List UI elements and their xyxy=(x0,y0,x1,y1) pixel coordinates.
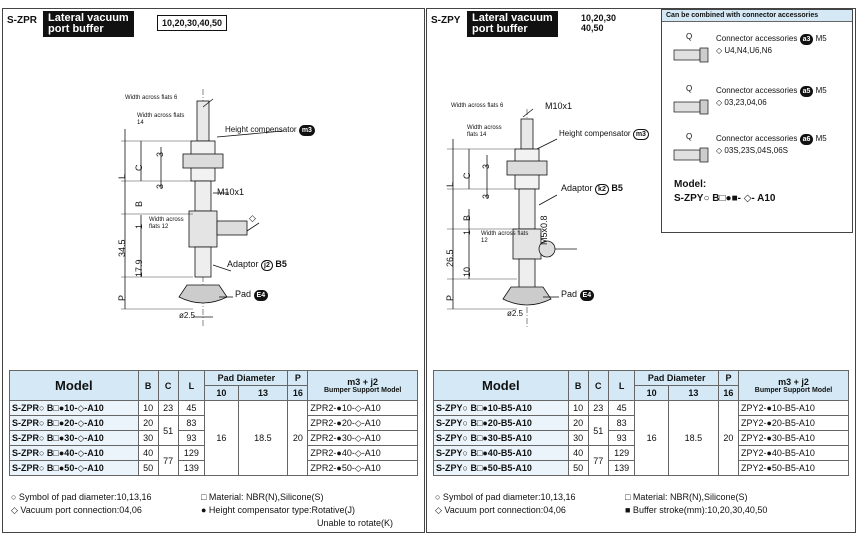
right-pad-text: Pad xyxy=(561,289,578,299)
left-port-symbol: ◇ xyxy=(249,213,256,223)
left-legend xyxy=(11,491,421,531)
left-row4-model: S-ZPR○ B□●50-◇-A10 xyxy=(10,461,139,476)
right-th-bumper-code: m3 + j2 xyxy=(778,377,809,387)
right-row2-l: 93 xyxy=(608,431,635,446)
left-c-bot: 77 xyxy=(158,446,178,476)
connector-a6-title xyxy=(716,134,827,145)
right-p10: 16 xyxy=(635,401,668,476)
left-row0-l: 45 xyxy=(178,401,205,416)
right-diameter-label: ø2.5 xyxy=(507,309,524,318)
left-row3-model: S-ZPR○ B□●40-◇-A10 xyxy=(10,446,139,461)
left-th-pad: Pad Diameter xyxy=(205,371,288,386)
right-row3-l: 129 xyxy=(608,446,635,461)
left-dim-179: 17.9 xyxy=(134,259,144,277)
right-row4-b: 50 xyxy=(568,461,588,476)
right-dim-L: L xyxy=(445,181,455,187)
right-c-bot: 77 xyxy=(588,446,608,476)
left-dim-345: 34.5 xyxy=(117,239,127,257)
left-row1-bumper: ZPR2-●20-◇-A10 xyxy=(308,416,418,431)
right-row1-model: S-ZPY○ B□●20-B5-A10 xyxy=(434,416,569,431)
left-spec-table xyxy=(9,370,418,476)
right-dim-3b: 3 xyxy=(481,193,491,199)
left-height-comp-label xyxy=(225,125,315,136)
right-legend-pad: ○ Symbol of pad diameter:10,13,16 xyxy=(435,492,576,502)
left-pad-text: Pad xyxy=(235,289,252,299)
left-th-model: Model xyxy=(10,371,139,401)
left-title-line1: Lateral vacuum xyxy=(48,12,129,24)
left-hex12-label: Width across flats 12 xyxy=(149,217,184,230)
left-row4-b: 50 xyxy=(138,461,158,476)
right-dim-1: 1 xyxy=(462,229,472,235)
left-dim-C: C xyxy=(134,164,144,171)
left-legend-height: ● Height compensator type:Rotative(J) xyxy=(201,505,356,515)
left-row3-bumper: ZPR2-●40-◇-A10 xyxy=(308,446,418,461)
right-th-b: B xyxy=(568,371,588,401)
right-row3-bumper: ZPY2-●40-B5-A10 xyxy=(738,446,848,461)
left-thread-label: M10x1 xyxy=(217,187,245,197)
right-adaptor-code: k2 xyxy=(595,184,609,195)
right-hex12-label: Width across flats 12 xyxy=(481,231,529,244)
right-row3-b: 40 xyxy=(568,446,588,461)
connector-a3-options: ◇ U4,N4,U6,N6 xyxy=(716,46,772,55)
right-row2-model: S-ZPY○ B□●30-B5-A10 xyxy=(434,431,569,446)
connector-a6-options: ◇ 03S,23S,04S,06S xyxy=(716,146,788,155)
right-title-line1: Lateral vacuum xyxy=(472,12,553,24)
connector-a6-q: Q xyxy=(686,132,693,141)
right-row0-bumper: ZPY2-●10-B5-A10 xyxy=(738,401,848,416)
connector-accessories-box xyxy=(661,9,853,233)
right-legend-material: □ Material: NBR(N),Silicone(S) xyxy=(625,492,748,502)
left-th-bumper xyxy=(308,371,418,401)
left-row2-bumper: ZPR2-●30-◇-A10 xyxy=(308,431,418,446)
right-sizes-line2: 40,50 xyxy=(581,23,604,33)
connector-a5-code: a5 xyxy=(800,86,814,97)
right-dim-B: B xyxy=(462,214,472,221)
left-diameter-label: ø2.5 xyxy=(179,311,196,320)
left-p16: 20 xyxy=(288,401,308,476)
order-model-label: Model: xyxy=(674,179,707,190)
connector-a6-label: Connector accessories xyxy=(716,134,798,143)
left-row2-b: 30 xyxy=(138,431,158,446)
right-row3-model: S-ZPY○ B□●40-B5-A10 xyxy=(434,446,569,461)
right-row0-model: S-ZPY○ B□●10-B5-A10 xyxy=(434,401,569,416)
left-dim-L: L xyxy=(117,173,127,179)
connector-a6-icon xyxy=(670,140,714,180)
left-dim-1: 1 xyxy=(134,223,144,229)
connector-box-header: Can be combined with connector accessories xyxy=(662,10,852,22)
order-model-code: S-ZPY○ B□●■- ◇- A10 xyxy=(674,193,776,204)
left-product-code: S-ZPR xyxy=(7,15,37,26)
left-product-panel xyxy=(2,8,425,533)
connector-a3 xyxy=(670,32,850,82)
left-adaptor-b: B5 xyxy=(275,259,287,269)
left-adaptor-label xyxy=(227,259,287,271)
right-dim-3a: 3 xyxy=(481,163,491,169)
left-th-b: B xyxy=(138,371,158,401)
table-row xyxy=(434,401,849,416)
right-row2-b: 30 xyxy=(568,431,588,446)
right-sizes-line1: 10,20,30 xyxy=(581,13,617,23)
right-row0-l: 45 xyxy=(608,401,635,416)
connector-a5-title xyxy=(716,86,827,97)
connector-a5-icon xyxy=(670,92,714,132)
right-c-top: 51 xyxy=(588,416,608,446)
right-p13: 18.5 xyxy=(668,401,718,476)
right-row1-b: 20 xyxy=(568,416,588,431)
connector-a5-label: Connector accessories xyxy=(716,86,798,95)
right-m5-label: M5x0.8 xyxy=(539,215,549,245)
right-adaptor-text: Adaptor xyxy=(561,183,593,193)
left-row1-model: S-ZPR○ B□●20-◇-A10 xyxy=(10,416,139,431)
right-th-l: L xyxy=(608,371,635,401)
left-pad-code: E4 xyxy=(254,290,269,301)
left-dim-3a: 3 xyxy=(155,151,165,157)
left-dim-P: P xyxy=(117,294,127,301)
right-legend-stroke: ■ Buffer stroke(mm):10,20,30,40,50 xyxy=(625,505,768,515)
left-row1-b: 20 xyxy=(138,416,158,431)
right-adaptor-label xyxy=(561,183,623,195)
right-dim-265: 26.5 xyxy=(445,249,455,267)
right-height-comp-label xyxy=(559,129,649,140)
left-adaptor-text: Adaptor xyxy=(227,259,259,269)
table-row xyxy=(10,401,418,416)
right-th-pad13: 13 xyxy=(668,386,718,401)
left-hex6-label: Width across flats 6 xyxy=(125,95,178,101)
right-hex6-label: Width across flats 6 xyxy=(451,103,504,109)
right-th-bumper xyxy=(738,371,848,401)
left-height-comp-code: m3 xyxy=(299,125,315,136)
connector-a3-icon xyxy=(670,40,714,80)
right-dim-P: P xyxy=(445,294,455,301)
left-th-bumper-code: m3 + j2 xyxy=(347,377,379,387)
right-th-pad10: 10 xyxy=(635,386,668,401)
right-row4-bumper: ZPY2-●50-B5-A10 xyxy=(738,461,848,476)
connector-a6 xyxy=(670,132,850,182)
right-th-pad16: 16 xyxy=(718,386,738,401)
order-model xyxy=(674,178,776,206)
left-technical-drawing xyxy=(3,9,424,329)
right-pad-code: E4 xyxy=(580,290,595,301)
left-p13: 18.5 xyxy=(238,401,288,476)
right-legend xyxy=(435,491,851,531)
connector-a5-m: M5 xyxy=(815,86,827,95)
left-row0-c: 23 xyxy=(158,401,178,416)
left-c-top: 51 xyxy=(158,416,178,446)
connector-a6-code: a6 xyxy=(800,134,814,145)
right-row1-l: 83 xyxy=(608,416,635,431)
right-p16: 20 xyxy=(718,401,738,476)
left-row0-bumper: ZPR2-●10-◇-A10 xyxy=(308,401,418,416)
right-dim-C: C xyxy=(462,172,472,179)
left-row2-l: 93 xyxy=(178,431,205,446)
left-row4-bumper: ZPR2-●50-◇-A10 xyxy=(308,461,418,476)
connector-a3-label: Connector accessories xyxy=(716,34,798,43)
left-adaptor-code: j2 xyxy=(261,260,273,271)
left-th-pad16: 16 xyxy=(288,386,308,401)
right-product-code: S-ZPY xyxy=(431,15,461,26)
right-pad-label xyxy=(561,289,594,301)
left-title-line2: port buffer xyxy=(48,23,104,35)
right-hex14-label: Width across flats 14 xyxy=(467,125,502,138)
connector-a3-code: a3 xyxy=(800,34,814,45)
connector-a3-q: Q xyxy=(686,32,693,41)
right-title-line2: port buffer xyxy=(472,23,528,35)
left-th-l: L xyxy=(178,371,205,401)
right-technical-drawing xyxy=(427,9,667,329)
right-row0-b: 10 xyxy=(568,401,588,416)
left-th-bumper-text: Bumper Support Model xyxy=(323,387,402,394)
connector-a5-q: Q xyxy=(686,84,693,93)
left-th-pad10: 10 xyxy=(205,386,238,401)
left-row2-model: S-ZPR○ B□●30-◇-A10 xyxy=(10,431,139,446)
left-row3-b: 40 xyxy=(138,446,158,461)
right-th-c: C xyxy=(588,371,608,401)
left-legend-pad: ○ Symbol of pad diameter:10,13,16 xyxy=(11,492,152,502)
right-th-bumper-text: Bumper Support Model xyxy=(754,387,833,394)
left-th-c: C xyxy=(158,371,178,401)
left-dim-B: B xyxy=(134,200,144,207)
left-row4-l: 139 xyxy=(178,461,205,476)
right-legend-port: ◇ Vacuum port connection:04,06 xyxy=(435,505,566,515)
right-height-comp-text: Height compensator xyxy=(559,129,631,138)
left-row0-b: 10 xyxy=(138,401,158,416)
right-row2-bumper: ZPY2-●30-B5-A10 xyxy=(738,431,848,446)
left-th-pad13: 13 xyxy=(238,386,288,401)
right-spec-table xyxy=(433,370,849,476)
connector-a3-m: M5 xyxy=(815,34,827,43)
left-legend-port: ◇ Vacuum port connection:04,06 xyxy=(11,505,142,515)
right-row4-model: S-ZPY○ B□●50-B5-A10 xyxy=(434,461,569,476)
right-th-pad: Pad Diameter xyxy=(635,371,718,386)
left-row3-l: 129 xyxy=(178,446,205,461)
left-legend-material: □ Material: NBR(N),Silicone(S) xyxy=(201,492,324,502)
right-height-comp-code: m3 xyxy=(633,129,649,140)
left-th-p: P xyxy=(288,371,308,386)
right-row1-bumper: ZPY2-●20-B5-A10 xyxy=(738,416,848,431)
left-sizes-box: 10,20,30,40,50 xyxy=(157,15,227,31)
left-row1-l: 83 xyxy=(178,416,205,431)
left-row0-model: S-ZPR○ B□●10-◇-A10 xyxy=(10,401,139,416)
right-row0-c: 23 xyxy=(588,401,608,416)
connector-a3-title xyxy=(716,34,827,45)
left-pad-label xyxy=(235,289,268,301)
right-th-p: P xyxy=(718,371,738,386)
left-legend-unable: Unable to rotate(K) xyxy=(317,518,394,528)
left-height-comp-text: Height compensator xyxy=(225,125,297,134)
connector-a5-options: ◇ 03,23,04,06 xyxy=(716,98,767,107)
right-thread-label: M10x1 xyxy=(545,101,573,111)
left-hex14-label: Width across flats 14 xyxy=(137,113,185,126)
right-product-panel xyxy=(426,8,856,533)
left-p10: 16 xyxy=(205,401,238,476)
right-dim-10: 10 xyxy=(462,266,472,277)
connector-a5 xyxy=(670,84,850,134)
left-dim-3b: 3 xyxy=(155,183,165,189)
right-row4-l: 139 xyxy=(608,461,635,476)
right-th-model: Model xyxy=(434,371,569,401)
connector-a6-m: M5 xyxy=(815,134,827,143)
right-adaptor-b: B5 xyxy=(611,183,623,193)
